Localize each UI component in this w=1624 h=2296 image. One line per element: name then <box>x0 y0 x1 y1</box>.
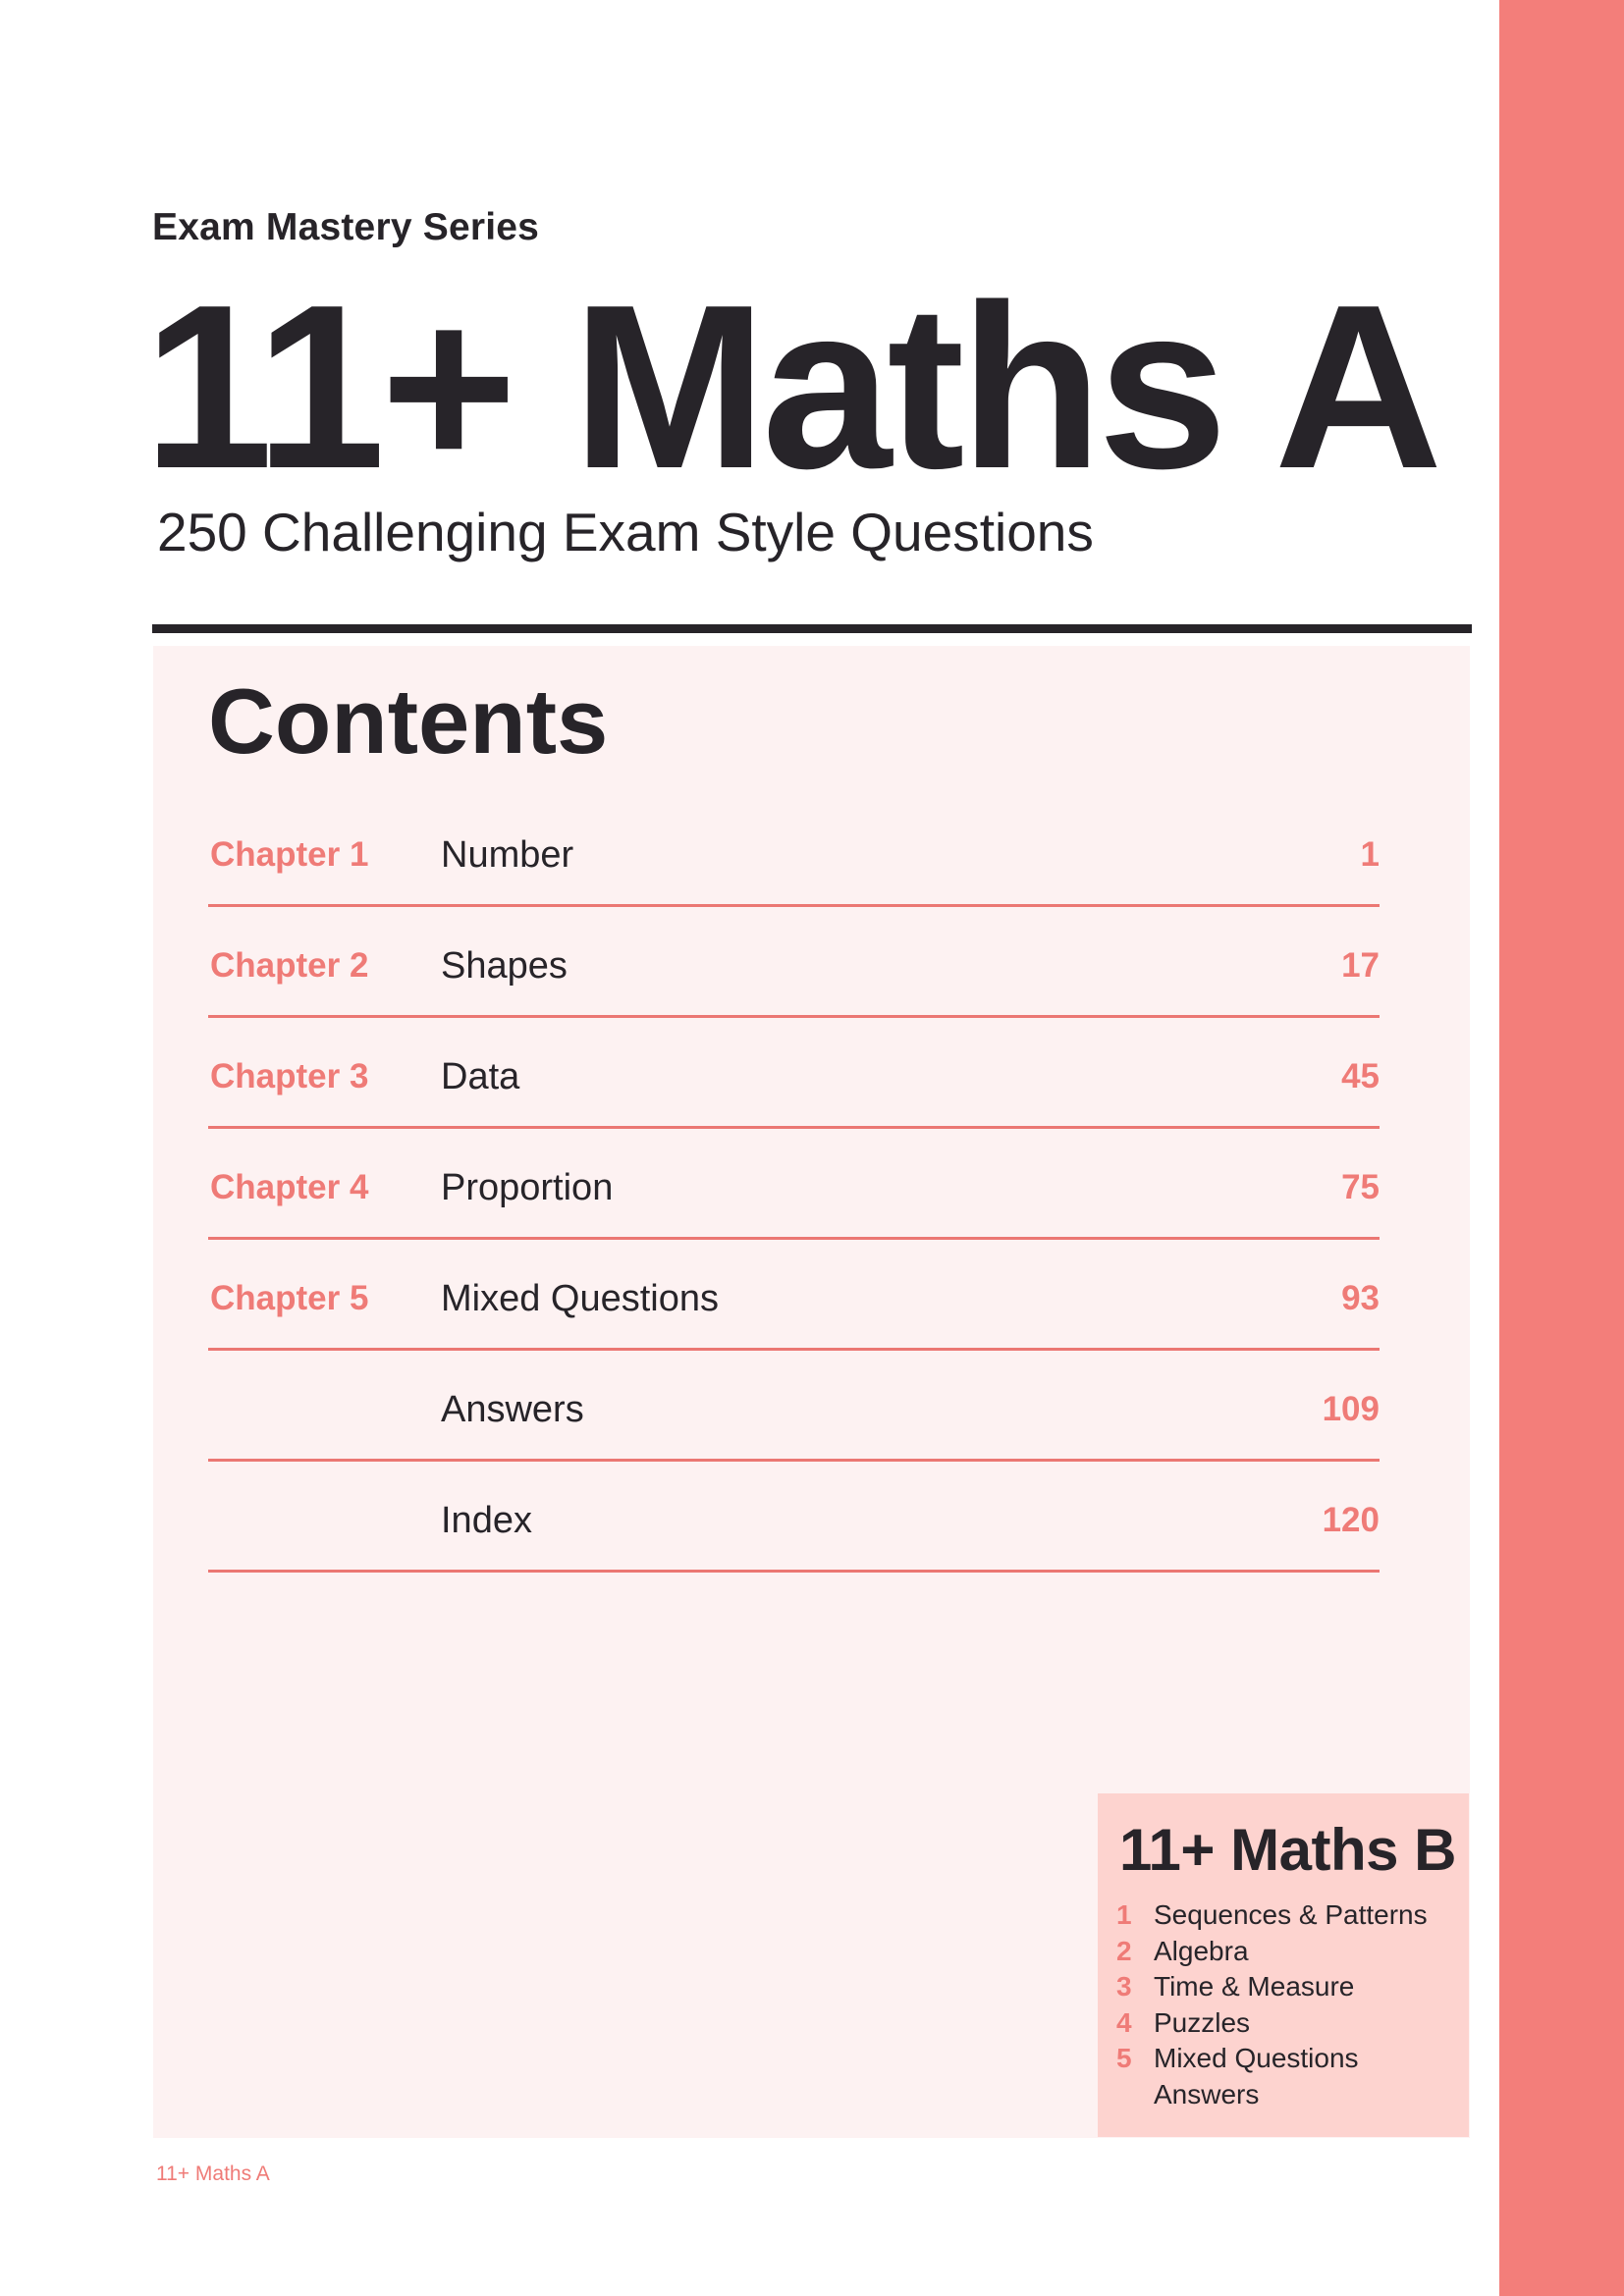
companion-chapter-number: 3 <box>1116 1971 1132 2002</box>
toc-page-number: 120 <box>1322 1501 1380 1539</box>
companion-chapter-label: Puzzles <box>1154 2006 1251 2038</box>
toc-page-number: 75 <box>1341 1168 1380 1206</box>
companion-chapter-label: Answers <box>1154 2078 1260 2109</box>
companion-book-box <box>1098 1793 1469 2137</box>
series-name: Exam Mastery Series <box>152 206 540 248</box>
toc-chapter-label: Chapter 1 <box>210 835 369 874</box>
toc-entry-name: Shapes <box>441 945 568 987</box>
companion-chapter-number: 5 <box>1116 2043 1132 2073</box>
toc-entry-index[interactable] <box>208 1462 1380 1573</box>
toc-entry-chapter-4[interactable] <box>208 1129 1380 1240</box>
toc-entry-chapter-2[interactable] <box>208 907 1380 1018</box>
companion-chapter-label: Time & Measure <box>1154 1971 1355 2002</box>
toc-page-number: 93 <box>1341 1279 1380 1317</box>
companion-chapter-number: 1 <box>1116 1899 1132 1930</box>
toc-entry-chapter-5[interactable] <box>208 1240 1380 1351</box>
toc-entry-answers[interactable] <box>208 1351 1380 1462</box>
side-color-band <box>1499 0 1624 2296</box>
toc-entry-chapter-1[interactable] <box>208 796 1380 907</box>
toc-chapter-label: Chapter 4 <box>210 1168 369 1206</box>
toc-entry-chapter-3[interactable] <box>208 1018 1380 1129</box>
book-subtitle: 250 Challenging Exam Style Questions <box>157 502 1094 562</box>
toc-page-number: 109 <box>1322 1390 1380 1428</box>
table-of-contents <box>208 796 1380 1573</box>
companion-chapter-number: 4 <box>1116 2006 1132 2038</box>
toc-page-number: 17 <box>1341 946 1380 985</box>
toc-entry-name: Data <box>441 1056 520 1097</box>
toc-entry-name: Index <box>441 1500 532 1541</box>
toc-entry-name: Answers <box>441 1389 584 1430</box>
toc-page-number: 1 <box>1360 835 1380 874</box>
toc-chapter-label: Chapter 5 <box>210 1279 369 1317</box>
toc-page-number: 45 <box>1341 1057 1380 1095</box>
toc-entry-name: Mixed Questions <box>441 1278 720 1319</box>
toc-chapter-label: Chapter 2 <box>210 946 369 985</box>
companion-book-title: 11+ Maths B <box>1119 1817 1456 1883</box>
toc-chapter-label: Chapter 3 <box>210 1057 369 1095</box>
toc-entry-name: Number <box>441 834 574 876</box>
page-footer: 11+ Maths A <box>156 2163 270 2185</box>
contents-heading: Contents <box>208 669 609 773</box>
toc-entry-name: Proportion <box>441 1167 614 1208</box>
companion-chapter-label: Sequences & Patterns <box>1154 1899 1428 1930</box>
companion-chapter-label: Algebra <box>1154 1935 1249 1966</box>
companion-chapter-label: Mixed Questions <box>1154 2043 1359 2073</box>
companion-chapter-number: 2 <box>1116 1935 1132 1966</box>
title-divider <box>152 624 1472 633</box>
book-title: 11+ Maths A <box>143 257 1438 517</box>
